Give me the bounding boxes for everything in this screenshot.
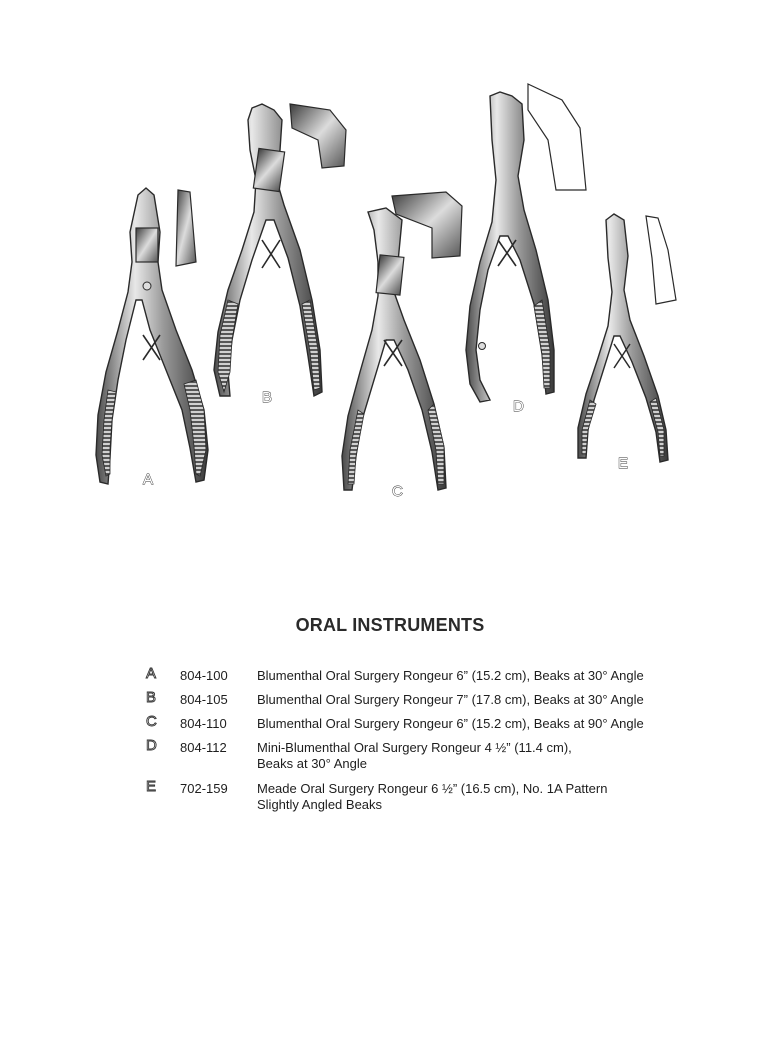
figure-label-d: D [513, 398, 524, 415]
item-description-line: Meade Oral Surgery Rongeur 6 ½” (16.5 cm), No. 1A Pattern [257, 781, 608, 796]
item-letter: C [146, 713, 157, 730]
figure-label-a: A [143, 471, 154, 488]
item-code: 804-112 [180, 740, 227, 755]
figure-label-c: C [392, 483, 403, 500]
rongeur-a-drawing [96, 188, 208, 484]
item-description-line: Mini-Blumenthal Oral Surgery Rongeur 4 ½” (11.4 cm), [257, 740, 572, 755]
item-description [257, 668, 727, 684]
item-description-line: Blumenthal Oral Surgery Rongeur 7” (17.8 cm), Beaks at 30° Angle [257, 692, 644, 707]
item-description-line: Beaks at 30° Angle [257, 756, 367, 771]
item-letter: A [146, 665, 157, 682]
item-code: 702-159 [180, 781, 228, 796]
item-description-line: Blumenthal Oral Surgery Rongeur 6” (15.2 cm), Beaks at 30° Angle [257, 668, 644, 683]
rongeur-d-drawing [466, 84, 586, 402]
item-letter: D [146, 737, 157, 754]
instrument-illustration [0, 0, 780, 520]
item-description [257, 740, 727, 772]
page-title: ORAL INSTRUMENTS [295, 615, 485, 635]
item-code: 804-110 [180, 716, 227, 731]
item-code: 804-100 [180, 668, 228, 683]
item-description-line: Slightly Angled Beaks [257, 797, 383, 812]
item-letter: B [146, 689, 157, 706]
rongeur-c-drawing [342, 192, 462, 490]
item-description-line: Blumenthal Oral Surgery Rongeur 6” (15.2 cm), Beaks at 90° Angle [257, 716, 644, 731]
item-code: 804-105 [180, 692, 228, 707]
rongeur-b-drawing [214, 104, 346, 396]
item-description [257, 692, 727, 708]
item-description [257, 716, 727, 732]
item-letter: E [146, 778, 157, 795]
figure-label-e: E [618, 455, 629, 472]
figure-label-b: B [262, 389, 273, 406]
rongeur-e-drawing [578, 214, 676, 462]
item-description [257, 781, 727, 813]
